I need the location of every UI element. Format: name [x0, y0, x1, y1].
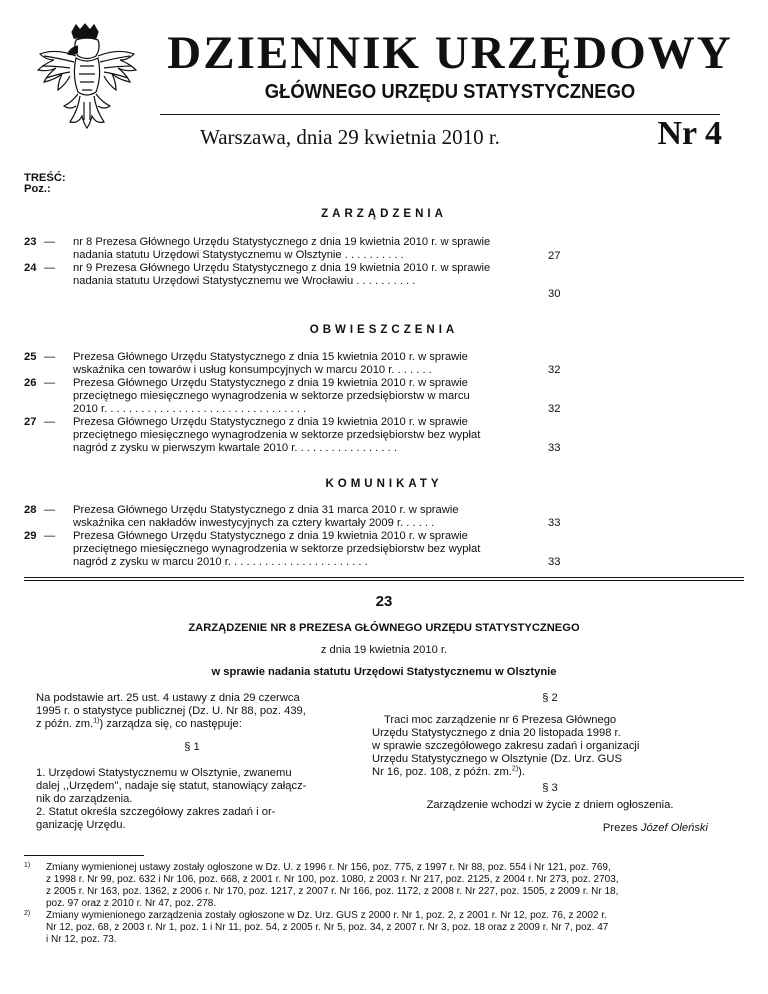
paragraph-line: 2. Statut określa szczegółowy zakres zadań i or- — [36, 806, 276, 818]
footnote-ref[interactable]: 1) — [93, 717, 100, 725]
footnote-ref[interactable]: 2) — [511, 765, 519, 773]
toc-entry-line: nadania statutu Urzędowi Statystycznemu w Olsztynie . . . . . . . . . . — [73, 249, 404, 261]
footnote-line: poz. 97 oraz z 2010 r. Nr 47, poz. 278. — [46, 898, 217, 909]
footnote — [24, 862, 744, 910]
footnote-line: Nr 12, poz. 68, z 2003 r. Nr 1, poz. 1 i Nr 11, poz. 54, z 2005 r. Nr 5, poz. 34, z 2007 r. Nr 3, poz. 18 oraz z 2009 r. Nr 7, poz. 47 — [46, 922, 609, 933]
toc-entry-line: przeciętnego miesięcznego wynagrodzenia w sektorze przedsiębiorstw bez wypłat — [73, 429, 481, 441]
toc-entry-line: nagród z zysku w pierwszym kwartale 2010 r. . . . . . . . . . . . . . . . . — [73, 442, 397, 454]
paragraph-1-heading: § 1 — [184, 741, 200, 753]
toc-entry-number: 23 — [24, 236, 37, 248]
toc-entry-page: 32 — [548, 364, 561, 376]
intro-text: ) zarządza się, co następuje: — [99, 718, 242, 730]
footnote-mark: 1) — [24, 862, 31, 869]
toc-entry-line: nr 9 Prezesa Głównego Urzędu Statystycznego z dnia 19 kwietnia 2010 r. w sprawie — [73, 262, 491, 274]
toc-entry-number: 26 — [24, 377, 37, 389]
article-date: z dnia 19 kwietnia 2010 r. — [320, 644, 448, 656]
toc-entry-page: 33 — [548, 556, 561, 568]
toc-entry-dash: — — [44, 530, 56, 542]
paragraph-line: 1. Urzędowi Statystycznemu w Olsztynie, zwanemu — [36, 767, 292, 779]
toc-entry-line: nr 8 Prezesa Głównego Urzędu Statystycznego z dnia 19 kwietnia 2010 r. w sprawie — [73, 236, 491, 248]
paragraph-line: ganizację Urzędu. — [36, 819, 126, 831]
toc-section-title: OBWIESZCZENIA — [309, 324, 459, 336]
toc-entry-line: Prezesa Głównego Urzędu Statystycznego z dnia 19 kwietnia 2010 r. w sprawie — [73, 377, 468, 389]
paragraph-line: Urzędu Statystycznego w Olsztynie (Dz. Urz. GUS — [372, 753, 622, 765]
toc-entry-number: 29 — [24, 530, 37, 542]
toc-entry-dash: — — [44, 504, 56, 516]
toc-entry-number: 25 — [24, 351, 37, 363]
toc-entry-number: 24 — [24, 262, 37, 274]
toc-entry-line: nagród z zysku w marcu 2010 r. . . . . . . . . . . . . . . . . . . . . . . — [73, 556, 368, 568]
toc-entry[interactable] — [24, 377, 544, 416]
article-intro — [36, 692, 348, 731]
paragraph-line: Traci moc zarządzenie nr 6 Prezesa Głównego — [384, 714, 617, 726]
article-subject: w sprawie nadania statutu Urzędowi Statystycznemu w Olsztynie — [211, 666, 557, 678]
footnote-line: Zmiany wymienionej ustawy zostały ogłoszone w Dz. U. z 1996 r. Nr 156, poz. 775, z 1997 r. Nr 88, poz. 554 i Nr 121, poz. 769, — [46, 862, 611, 873]
footnote-line: z 2005 r. Nr 163, poz. 1362, z 2006 r. Nr 170, poz. 1217, z 2007 r. Nr 166, poz. 1172, z 2008 r. Nr 227, poz. 1505, z 2009 r. Nr 18, — [46, 886, 619, 897]
toc-entry[interactable] — [24, 262, 544, 288]
paragraph-text: ). — [518, 766, 525, 778]
toc-section-title: KOMUNIKATY — [325, 478, 443, 490]
paragraph-line: nik do zarządzenia. — [36, 793, 133, 805]
intro-line: Na podstawie art. 25 ust. 4 ustawy z dnia 29 czerwca — [36, 692, 300, 704]
article-number: 23 — [375, 593, 393, 610]
toc-label: TREŚĆ: — [24, 172, 66, 184]
article-title: ZARZĄDZENIE NR 8 PREZESA GŁÓWNEGO URZĘDU STATYSTYCZNEGO — [188, 622, 580, 634]
toc-entry-page: 33 — [548, 517, 561, 529]
toc-entry-dash: — — [44, 262, 56, 274]
paragraph-2-body — [372, 714, 728, 779]
paragraph-line: w sprawie szczegółowego zakresu zadań i organizacji — [372, 740, 640, 752]
toc-entry-line: Prezesa Głównego Urzędu Statystycznego z dnia 31 marca 2010 r. w sprawie — [73, 504, 459, 516]
issue-date: Warszawa, dnia 29 kwietnia 2010 r. — [200, 125, 500, 149]
paragraph-line: dalej ,,Urzędem'', nadaje się statut, stanowiący załącz- — [36, 780, 307, 792]
toc-entry-number: 27 — [24, 416, 37, 428]
paragraph-1-body — [36, 767, 348, 832]
toc-section-title: ZARZĄDZENIA — [321, 208, 447, 220]
paragraph-line: Urzędu Statystycznego z dnia 20 listopada 1998 r. — [372, 727, 621, 739]
footnote-mark: 2) — [24, 910, 31, 917]
paragraph-line — [372, 766, 728, 779]
footnote — [24, 910, 744, 946]
issue-number: Nr 4 — [657, 115, 722, 152]
toc-entry[interactable] — [24, 416, 544, 455]
intro-line — [36, 718, 348, 731]
toc-entry[interactable] — [24, 351, 544, 377]
toc-entry-line: przeciętnego miesięcznego wynagrodzenia w sektorze przedsiębiorstw w marcu — [73, 390, 470, 402]
toc-entry-line: wskaźnika cen towarów i usług konsumpcyjnych w marcu 2010 r. . . . . . . — [73, 364, 432, 376]
toc-entry[interactable] — [24, 504, 544, 530]
intro-line: 1995 r. o statystyce publicznej (Dz. U. Nr 88, poz. 439, — [36, 705, 306, 717]
toc-entry-dash: — — [44, 377, 56, 389]
toc-entry-line: Prezesa Głównego Urzędu Statystycznego z dnia 15 kwietnia 2010 r. w sprawie — [73, 351, 468, 363]
paragraph-3-body: Zarządzenie wchodzi w życie z dniem ogłoszenia. — [426, 799, 674, 811]
paragraph-2-heading: § 2 — [542, 692, 558, 704]
footnote-line: i Nr 12, poz. 73. — [46, 934, 117, 945]
toc-entry-page: 33 — [548, 442, 561, 454]
toc-entry-dash: — — [44, 236, 56, 248]
toc-entry-line: Prezesa Głównego Urzędu Statystycznego z dnia 19 kwietnia 2010 r. w sprawie — [73, 530, 468, 542]
toc-entry-line: nadania statutu Urzędowi Statystycznemu we Wrocławiu . . . . . . . . . . — [73, 275, 416, 287]
paragraph-3-heading: § 3 — [542, 782, 558, 794]
toc-divider — [24, 580, 744, 581]
signature-role: Prezes — [602, 822, 638, 834]
toc-entry-page: 32 — [548, 403, 561, 415]
toc-entry-number: 28 — [24, 504, 37, 516]
journal-title: DZIENNIK URZĘDOWY — [167, 27, 733, 79]
footnote-line: Zmiany wymienionego zarządzenia zostały ogłoszone w Dz. Urz. GUS z 2000 r. Nr 1, poz. 2, z 2001 r. Nr 12, poz. 76, z 2002 r. — [46, 910, 607, 921]
paragraph-text: Nr 16, poz. 108, z późn. zm. — [372, 766, 512, 778]
footnote-line: z 1998 r. Nr 99, poz. 632 i Nr 106, poz. 668, z 2001 r. Nr 100, poz. 1080, z 2003 r. Nr 217, poz. 2125, z 2004 r. Nr 273, poz. 2703, — [46, 874, 619, 885]
toc-entry-dash: — — [44, 351, 56, 363]
toc-entry-dash: — — [44, 416, 56, 428]
toc-poz-label: Poz.: — [24, 183, 51, 195]
toc-divider — [24, 577, 744, 578]
toc-entry-line: przeciętnego miesięcznego wynagrodzenia w sektorze przedsiębiorstw bez wypłat — [73, 543, 481, 555]
toc-entry[interactable] — [24, 236, 544, 262]
signature — [372, 822, 708, 835]
toc-entry-line: Prezesa Głównego Urzędu Statystycznego z dnia 19 kwietnia 2010 r. w sprawie — [73, 416, 468, 428]
toc-entry-line: 2010 r. . . . . . . . . . . . . . . . . . . . . . . . . . . . . . . . . — [73, 403, 307, 415]
toc-entry-line: wskaźnika cen nakładów inwestycyjnych za cztery kwartały 2009 r. . . . . . — [73, 517, 435, 529]
journal-subtitle: GŁÓWNEGO URZĘDU STATYSTYCZNEGO — [264, 81, 636, 103]
signature-name: Józef Oleński — [640, 822, 708, 834]
toc-entry-page: 27 — [548, 250, 561, 262]
eagle-emblem — [34, 22, 140, 134]
toc-entry[interactable] — [24, 530, 544, 569]
intro-text: z późn. zm. — [36, 718, 94, 730]
footnote-divider — [24, 855, 144, 856]
toc-entry-page: 30 — [548, 288, 561, 300]
